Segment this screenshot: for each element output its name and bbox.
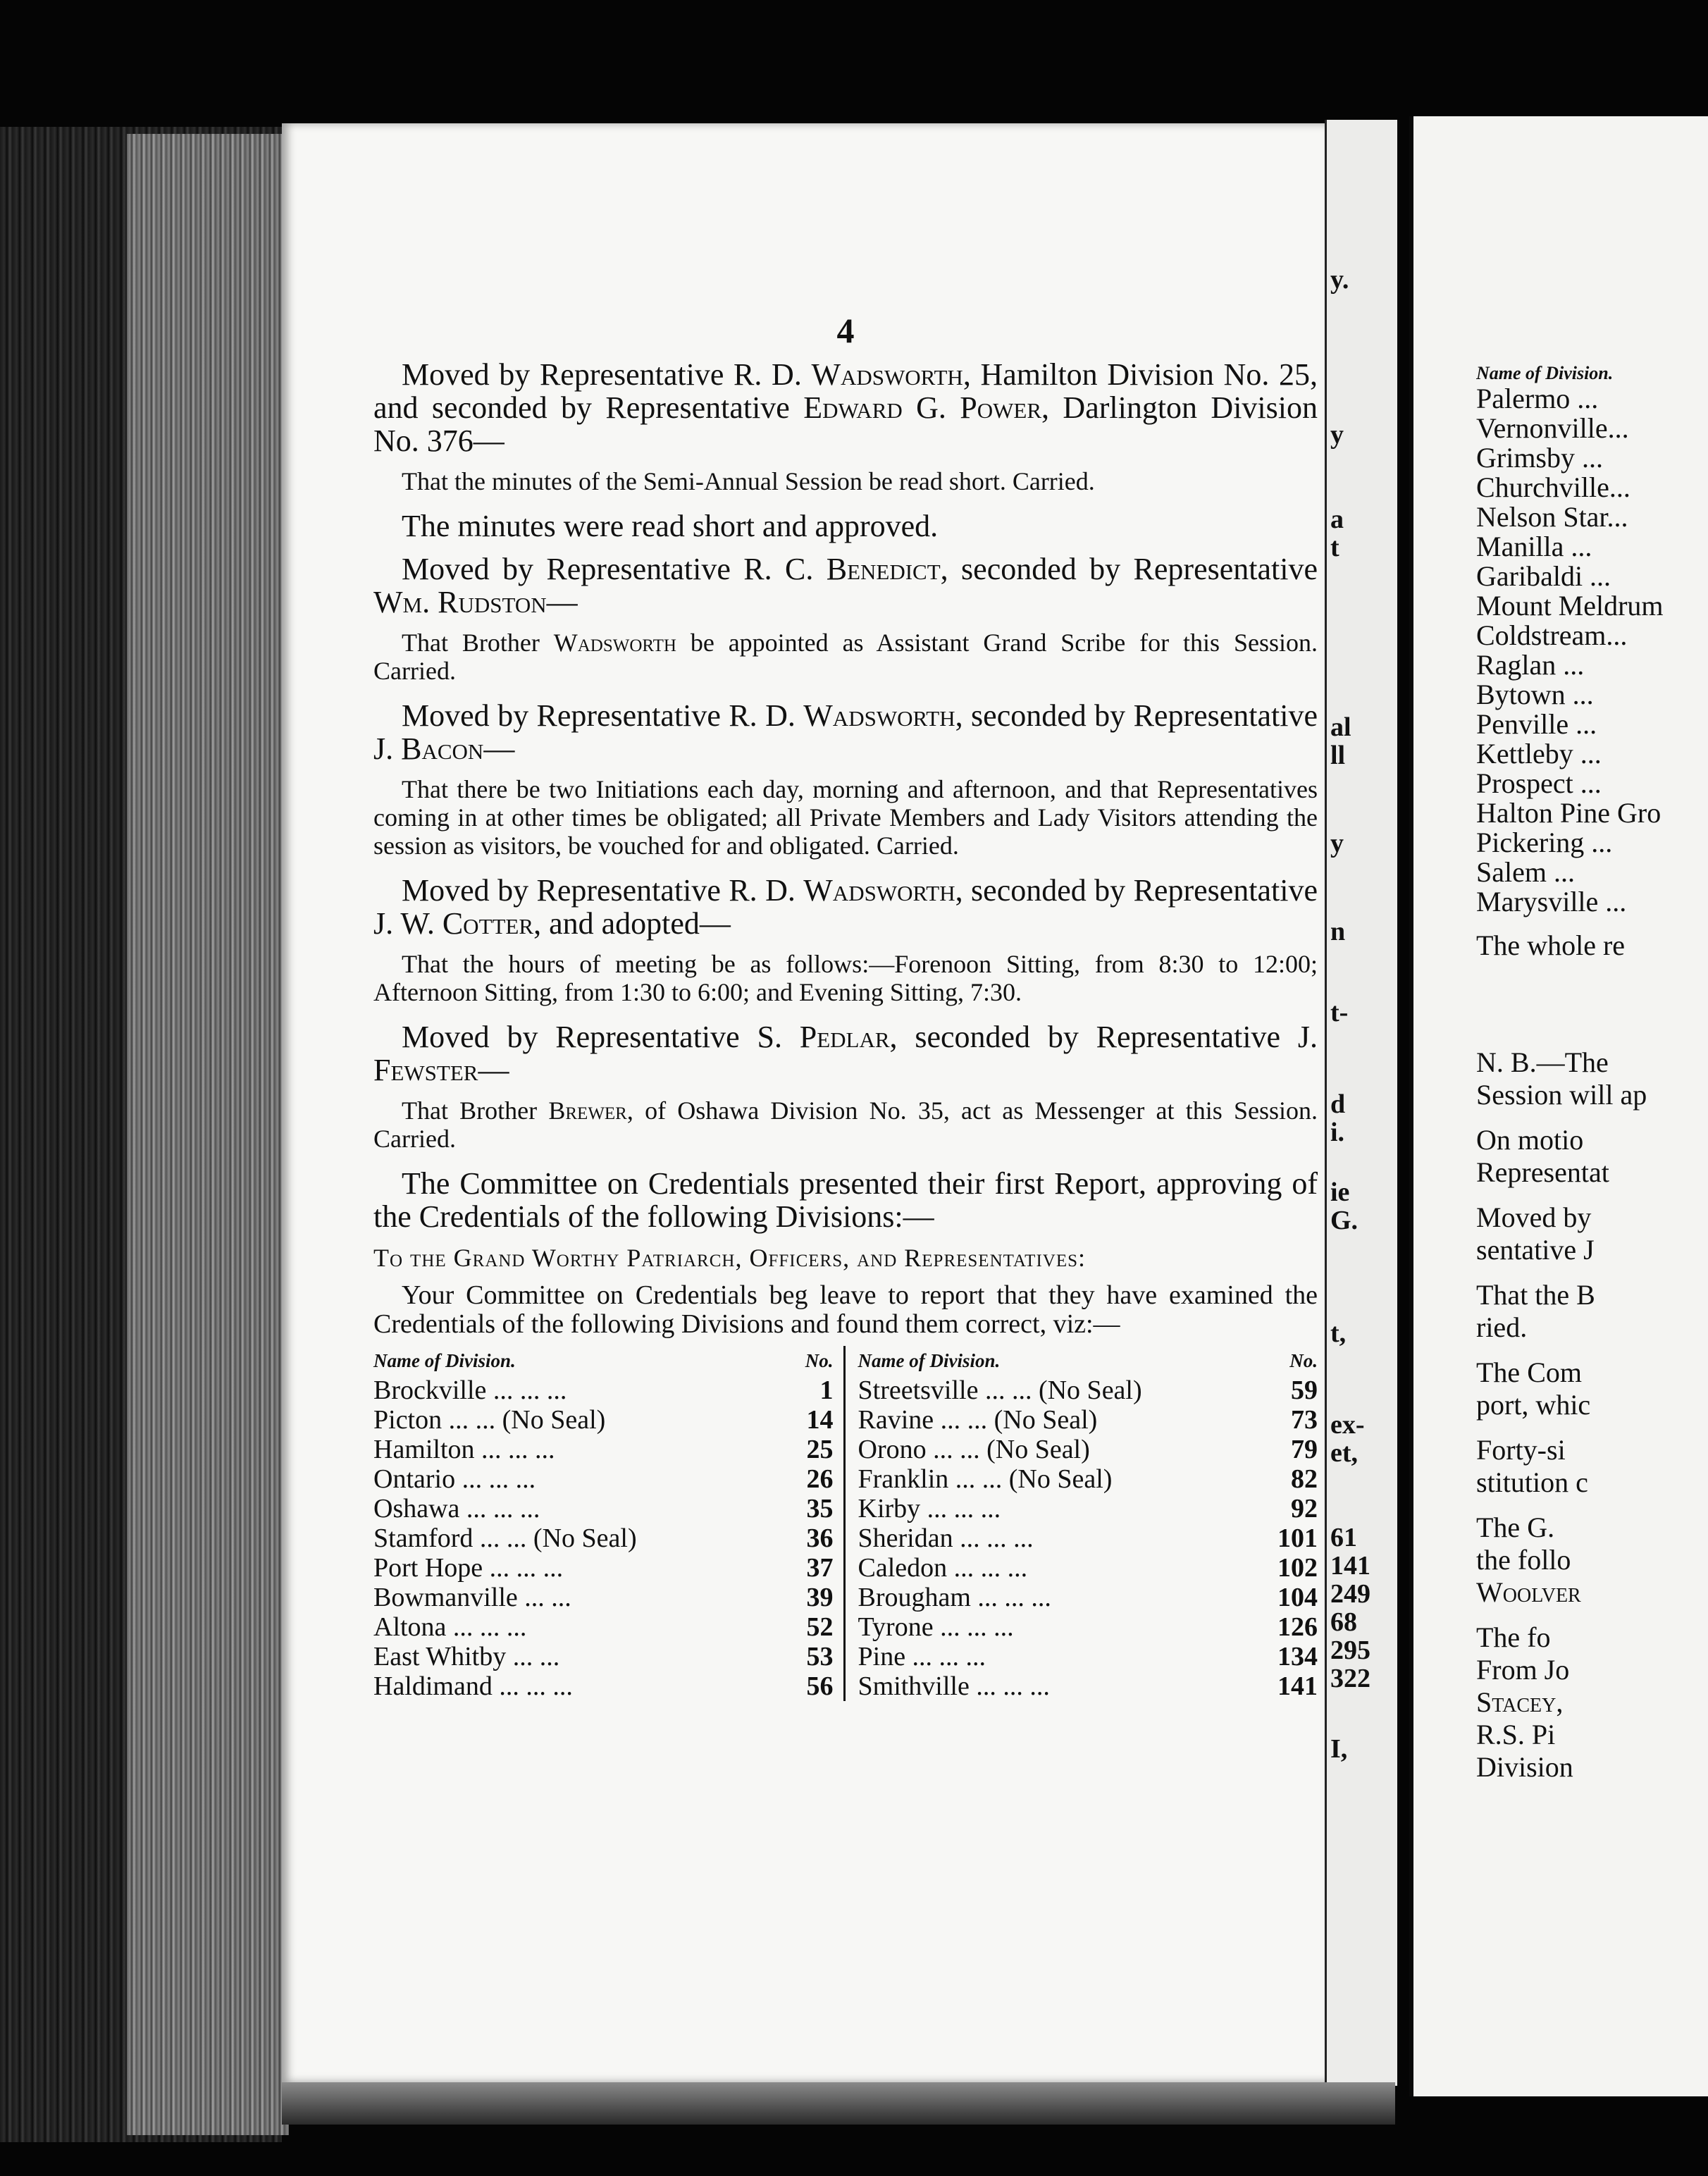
division-no: 82 (1291, 1464, 1318, 1494)
list-item: Vernonville... (1476, 412, 1629, 444)
division-name: Port Hope ... ... ... (373, 1553, 564, 1583)
text-fragment: sentative J (1476, 1234, 1595, 1266)
text-fragment: The whole re (1476, 929, 1626, 961)
motion-text: , seconded by Representative (940, 552, 1318, 586)
text-fragment: The G. (1476, 1512, 1555, 1543)
motion-text: — (478, 1053, 509, 1087)
text-fragment: Stacey, (1476, 1686, 1564, 1718)
division-no: 53 (806, 1642, 834, 1671)
motion-text: — (483, 731, 515, 766)
motion-paragraph (373, 874, 1318, 940)
table-row (858, 1494, 1318, 1523)
table-row (373, 1376, 834, 1405)
table-row (373, 1553, 834, 1583)
division-no: 59 (1291, 1376, 1318, 1405)
resolution-paragraph: That there be two Initiations each day, morning and afternoon, and that Representatives coming in at other times be obligated; all Private Members and Lady Visitors attending the session as visitors, be vouched for and obligated. Carried. (373, 775, 1318, 860)
list-item: Grimsby ... (1476, 442, 1603, 474)
text-fragment: On motio (1476, 1124, 1584, 1156)
division-name: Haldimand ... ... ... (373, 1671, 573, 1701)
division-no: 14 (806, 1405, 834, 1435)
table-header (373, 1346, 834, 1376)
page-number: 4 (836, 311, 855, 350)
person-name: Edward G. Power (803, 390, 1042, 425)
text-fragment: the follo (1476, 1544, 1571, 1576)
text-fragment: Session will ap (1476, 1079, 1647, 1111)
table-row (858, 1405, 1318, 1435)
text-fragment: R.S. Pi (1476, 1719, 1556, 1750)
list-item: Mount Meldrum (1476, 590, 1664, 622)
division-no: 56 (806, 1671, 834, 1701)
gutter-fragment: 141 (1330, 1551, 1370, 1581)
gutter-fragment: y. (1330, 265, 1349, 295)
table-row (858, 1376, 1318, 1405)
division-no: 134 (1277, 1642, 1318, 1671)
resolution-text: be appointed as Assistant Grand Scribe for this Session. Carried. (373, 629, 1318, 685)
person-name: Wadsworth (803, 698, 955, 733)
division-name: Pine ... ... ... (858, 1642, 986, 1671)
page-content (373, 310, 1318, 1701)
column-header-name: Name of Division. (858, 1350, 1001, 1371)
motion-paragraph (373, 552, 1318, 619)
division-name: Orono ... ... (No Seal) (858, 1435, 1090, 1464)
list-item: Halton Pine Gro (1476, 797, 1661, 829)
division-name: Streetsville ... ... (No Seal) (858, 1376, 1142, 1405)
division-no: 52 (806, 1612, 834, 1642)
division-no: 25 (806, 1435, 834, 1464)
list-item: Garibaldi ... (1476, 560, 1611, 592)
division-no: 73 (1291, 1405, 1318, 1435)
table-row (373, 1435, 834, 1464)
column-header-no: No. (1289, 1350, 1318, 1371)
text-fragment: Division (1476, 1751, 1573, 1783)
division-name: Hamilton ... ... ... (373, 1435, 555, 1464)
gutter-fragment: t- (1330, 998, 1349, 1027)
division-name: Franklin ... ... (No Seal) (858, 1464, 1113, 1494)
table-row (858, 1642, 1318, 1671)
gutter-fragment: 68 (1330, 1607, 1357, 1637)
motion-text: Moved by Representative R. D. (402, 873, 804, 908)
motion-text: , seconded by Representative J. (373, 698, 1318, 766)
table-row (858, 1583, 1318, 1612)
resolution-paragraph (373, 1096, 1318, 1153)
gutter-fragments (1325, 120, 1395, 2086)
list-item: Bytown ... (1476, 679, 1594, 710)
motion-text: Moved by Representative R. D. (402, 698, 804, 733)
resolution-paragraph: That the hours of meeting be as follows:—Forenoon Sitting, from 8:30 to 12:00; Afternoon Sitting, from 1:30 to 6:00; and Evening Sitting, 7:30. (373, 950, 1318, 1006)
book-page-edges-highlight (127, 134, 289, 2135)
division-name: Smithville ... ... ... (858, 1671, 1050, 1701)
table-row (373, 1523, 834, 1553)
person-name: Wadsworth (803, 873, 955, 908)
list-item: Marysville ... (1476, 886, 1627, 917)
divisions-table (373, 1346, 1318, 1701)
gutter-fragment: al (1330, 712, 1351, 742)
list-item: Prospect ... (1476, 767, 1602, 799)
gutter-fragment: d (1330, 1089, 1346, 1119)
text-fragment: Forty-si (1476, 1434, 1566, 1466)
list-item: Salem ... (1476, 856, 1575, 888)
list-item: Churchville... (1476, 471, 1630, 503)
gutter-fragment: y (1330, 829, 1344, 858)
approved-paragraph: The minutes were read short and approved. (402, 509, 939, 543)
person-name: Pedlar (799, 1020, 890, 1054)
text-fragment: ried. (1476, 1311, 1528, 1343)
division-name: Sheridan ... ... ... (858, 1523, 1034, 1553)
division-name: East Whitby ... ... (373, 1642, 560, 1671)
division-no: 104 (1277, 1583, 1318, 1612)
list-item: Palermo ... (1476, 383, 1599, 414)
division-no: 126 (1277, 1612, 1318, 1642)
gutter-fragment: ie (1330, 1177, 1350, 1207)
person-name: Brewer (548, 1096, 627, 1125)
gutter-fragment: y (1330, 420, 1344, 450)
text-fragment: The fo (1476, 1621, 1551, 1653)
motion-text: , Hamilton Division No. 25, and seconded by Representative (373, 357, 1318, 425)
person-name: Wadsworth (811, 357, 963, 392)
division-no: 37 (806, 1553, 834, 1583)
division-no: 39 (806, 1583, 834, 1612)
table-row (373, 1671, 834, 1701)
gutter-fragment: a (1330, 505, 1344, 534)
division-no: 102 (1277, 1553, 1318, 1583)
person-name: Wadsworth (553, 629, 676, 657)
text-fragment: Moved by (1476, 1201, 1592, 1233)
text-fragment: Representat (1476, 1156, 1609, 1188)
gutter-fragment: 295 (1330, 1636, 1370, 1665)
gutter-fragment: t (1330, 533, 1339, 562)
gutter-fragment: ll (1330, 741, 1346, 770)
gutter-fragment: 249 (1330, 1579, 1370, 1609)
division-no: 35 (806, 1494, 834, 1523)
text-fragment: That the B (1476, 1279, 1595, 1311)
report-heading: To the Grand Worthy Patriarch, Officers, and Representatives: (373, 1244, 1087, 1272)
table-row (373, 1642, 834, 1671)
division-no: 92 (1291, 1494, 1318, 1523)
text-fragment: port, whic (1476, 1389, 1591, 1421)
column-header-name: Name of Division. (373, 1350, 516, 1371)
right-page-content (1476, 363, 1708, 1784)
division-name: Altona ... ... ... (373, 1612, 527, 1642)
list-item: Coldstream... (1476, 619, 1628, 651)
motion-text: Moved by Representative R. D. (402, 357, 812, 392)
right-page-header: Name of Division. (1476, 363, 1614, 383)
motion-text: Moved by Representative R. C. (402, 552, 827, 586)
division-name: Bowmanville ... ... (373, 1583, 571, 1612)
gutter-fragment: I, (1330, 1734, 1348, 1764)
gutter-fragment: ex- (1330, 1410, 1365, 1440)
person-name: Cotter (442, 906, 534, 941)
resolution-text: That Brother (402, 629, 554, 657)
division-name: Caledon ... ... ... (858, 1553, 1028, 1583)
gutter-fragment: 322 (1330, 1664, 1370, 1693)
motion-paragraph (373, 699, 1318, 765)
list-item: Pickering ... (1476, 827, 1613, 858)
text-fragment: Woolver (1476, 1576, 1581, 1608)
division-no: 26 (806, 1464, 834, 1494)
division-name: Kirby ... ... ... (858, 1494, 1001, 1523)
table-row (373, 1405, 834, 1435)
person-name: Wm. Rudston (373, 585, 547, 619)
table-row (373, 1583, 834, 1612)
text-fragment: stitution c (1476, 1466, 1588, 1498)
divisions-column-left (373, 1346, 846, 1701)
division-name: Tyrone ... ... ... (858, 1612, 1014, 1642)
table-row (858, 1553, 1318, 1583)
table-row (858, 1671, 1318, 1701)
division-name: Stamford ... ... (No Seal) (373, 1523, 637, 1553)
list-item: Manilla ... (1476, 531, 1592, 562)
report-body: Your Committee on Credentials beg leave to report that they have examined the Credentials of the following Divisions and found them correct, viz:— (373, 1280, 1318, 1339)
person-name: Bacon (401, 731, 484, 766)
table-row (858, 1464, 1318, 1494)
division-name: Brougham ... ... ... (858, 1583, 1051, 1612)
motion-text: Moved by Representative S. (402, 1020, 800, 1054)
resolution-paragraph (373, 629, 1318, 685)
table-row (858, 1435, 1318, 1464)
gutter-fragment: t, (1330, 1318, 1347, 1348)
gutter-fragment: G. (1330, 1206, 1359, 1235)
table-row (373, 1494, 834, 1523)
table-row (373, 1612, 834, 1642)
list-item: Raglan ... (1476, 649, 1585, 681)
text-fragment: The Com (1476, 1356, 1582, 1388)
table-row (373, 1464, 834, 1494)
division-name: Ravine ... ... (No Seal) (858, 1405, 1098, 1435)
motion-text: , and adopted— (533, 906, 731, 941)
list-item: Penville ... (1476, 708, 1597, 740)
motion-text: — (546, 585, 578, 619)
motion-paragraph (373, 358, 1318, 457)
motion-paragraph (373, 1020, 1318, 1087)
motion-text: , seconded by Representative J. W. (373, 873, 1318, 941)
gutter-fragment: i. (1330, 1118, 1345, 1147)
resolution-paragraph: That the minutes of the Semi-Annual Session be read short. Carried. (402, 467, 1095, 495)
division-name: Brockville ... ... ... (373, 1376, 567, 1405)
gutter-fragment: n (1330, 917, 1346, 946)
division-no: 36 (806, 1523, 834, 1553)
division-name: Oshawa ... ... ... (373, 1494, 540, 1523)
table-header (858, 1346, 1318, 1376)
division-name: Picton ... ... (No Seal) (373, 1405, 606, 1435)
resolution-text: , of Oshawa Division No. 35, act as Messenger at this Session. Carried. (373, 1096, 1318, 1153)
divisions-column-right (846, 1346, 1318, 1701)
person-name: Fewster (373, 1053, 478, 1087)
list-item: Nelson Star... (1476, 501, 1628, 533)
division-no: 79 (1291, 1435, 1318, 1464)
text-fragment: From Jo (1476, 1654, 1570, 1686)
book-bottom-edge (282, 2082, 1395, 2125)
motion-text: , Darlington Division No. 376— (373, 390, 1318, 458)
division-no: 141 (1277, 1671, 1318, 1701)
gutter-fragment: 61 (1330, 1523, 1357, 1552)
motion-text: , seconded by Representative J. (889, 1020, 1318, 1054)
list-item: Kettleby ... (1476, 738, 1602, 769)
person-name: Benedict (826, 552, 941, 586)
text-fragment: N. B.—The (1476, 1046, 1609, 1078)
division-no: 101 (1277, 1523, 1318, 1553)
committee-paragraph: The Committee on Credentials presented their first Report, approving of the Credentials of the following Divisions:— (373, 1166, 1318, 1234)
division-name: Ontario ... ... ... (373, 1464, 536, 1494)
column-header-no: No. (805, 1350, 834, 1371)
table-row (858, 1523, 1318, 1553)
gutter-fragment: et, (1330, 1438, 1359, 1468)
division-no: 1 (819, 1376, 834, 1405)
table-row (858, 1612, 1318, 1642)
resolution-text: That Brother (402, 1096, 549, 1125)
